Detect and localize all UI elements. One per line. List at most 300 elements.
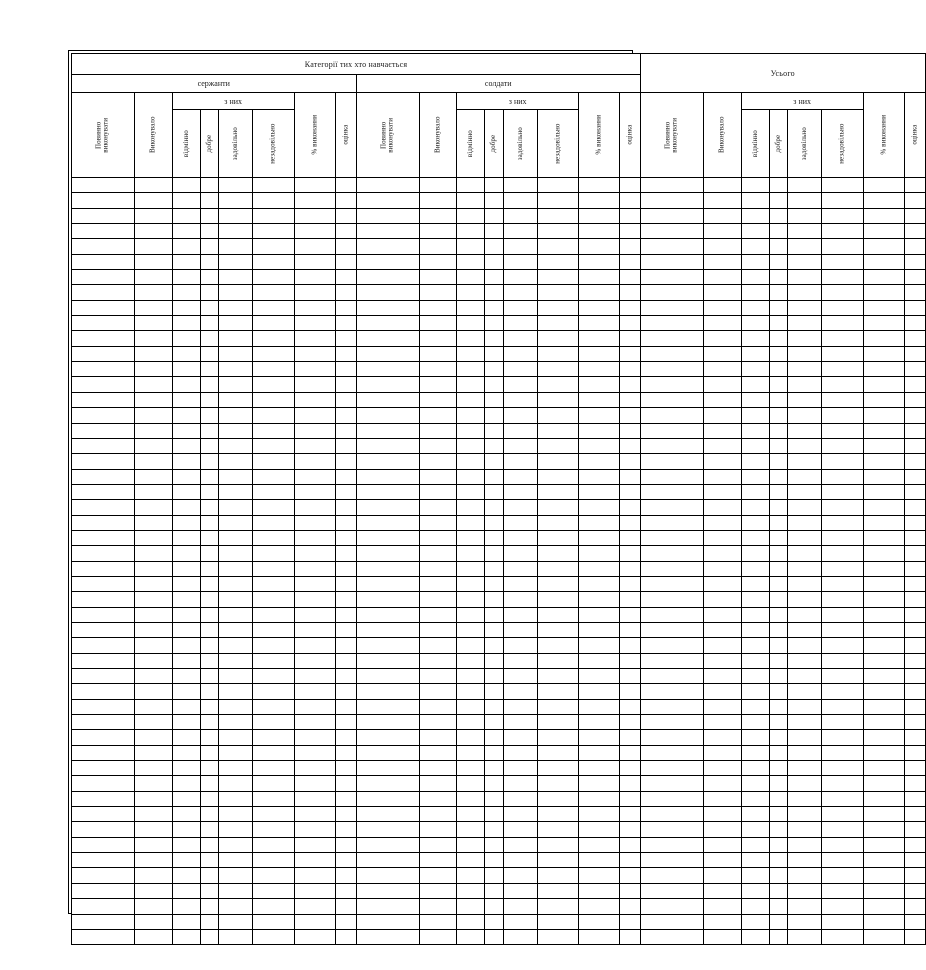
- table-cell[interactable]: [704, 469, 742, 484]
- table-cell[interactable]: [904, 868, 925, 883]
- table-cell[interactable]: [822, 745, 863, 760]
- table-cell[interactable]: [356, 715, 419, 730]
- table-cell[interactable]: [419, 638, 457, 653]
- table-cell[interactable]: [72, 807, 135, 822]
- table-cell[interactable]: [537, 561, 578, 576]
- table-cell[interactable]: [863, 178, 904, 193]
- table-cell[interactable]: [822, 346, 863, 361]
- table-cell[interactable]: [457, 684, 485, 699]
- table-cell[interactable]: [485, 515, 504, 530]
- table-cell[interactable]: [904, 638, 925, 653]
- table-cell[interactable]: [863, 929, 904, 944]
- table-cell[interactable]: [253, 730, 294, 745]
- table-cell[interactable]: [769, 270, 788, 285]
- table-cell[interactable]: [579, 530, 620, 545]
- table-cell[interactable]: [135, 929, 173, 944]
- table-cell[interactable]: [294, 776, 335, 791]
- table-cell[interactable]: [485, 331, 504, 346]
- table-cell[interactable]: [335, 730, 356, 745]
- table-cell[interactable]: [294, 208, 335, 223]
- table-cell[interactable]: [641, 193, 704, 208]
- table-cell[interactable]: [135, 224, 173, 239]
- table-cell[interactable]: [620, 316, 641, 331]
- table-cell[interactable]: [822, 837, 863, 852]
- table-cell[interactable]: [457, 776, 485, 791]
- table-cell[interactable]: [863, 684, 904, 699]
- table-cell[interactable]: [72, 653, 135, 668]
- table-cell[interactable]: [822, 408, 863, 423]
- table-cell[interactable]: [200, 638, 219, 653]
- table-cell[interactable]: [822, 546, 863, 561]
- table-cell[interactable]: [704, 178, 742, 193]
- table-cell[interactable]: [822, 776, 863, 791]
- table-cell[interactable]: [537, 791, 578, 806]
- table-cell[interactable]: [863, 423, 904, 438]
- table-cell[interactable]: [135, 438, 173, 453]
- table-cell[interactable]: [769, 715, 788, 730]
- table-cell[interactable]: [253, 883, 294, 898]
- table-cell[interactable]: [641, 914, 704, 929]
- table-cell[interactable]: [200, 423, 219, 438]
- table-cell[interactable]: [172, 607, 200, 622]
- table-cell[interactable]: [788, 837, 822, 852]
- table-cell[interactable]: [769, 899, 788, 914]
- table-cell[interactable]: [200, 791, 219, 806]
- table-cell[interactable]: [294, 362, 335, 377]
- table-cell[interactable]: [579, 868, 620, 883]
- table-cell[interactable]: [503, 929, 537, 944]
- table-cell[interactable]: [620, 331, 641, 346]
- table-cell[interactable]: [537, 807, 578, 822]
- table-cell[interactable]: [537, 592, 578, 607]
- table-cell[interactable]: [904, 484, 925, 499]
- table-cell[interactable]: [503, 469, 537, 484]
- table-cell[interactable]: [822, 607, 863, 622]
- table-cell[interactable]: [704, 853, 742, 868]
- table-cell[interactable]: [172, 484, 200, 499]
- table-cell[interactable]: [704, 346, 742, 361]
- table-cell[interactable]: [172, 408, 200, 423]
- table-cell[interactable]: [620, 208, 641, 223]
- table-cell[interactable]: [219, 791, 253, 806]
- table-cell[interactable]: [704, 730, 742, 745]
- table-cell[interactable]: [419, 899, 457, 914]
- table-cell[interactable]: [579, 208, 620, 223]
- table-cell[interactable]: [457, 316, 485, 331]
- table-cell[interactable]: [219, 837, 253, 852]
- table-cell[interactable]: [537, 715, 578, 730]
- table-cell[interactable]: [863, 807, 904, 822]
- table-cell[interactable]: [641, 822, 704, 837]
- table-cell[interactable]: [537, 254, 578, 269]
- table-cell[interactable]: [457, 899, 485, 914]
- table-cell[interactable]: [704, 515, 742, 530]
- table-cell[interactable]: [335, 454, 356, 469]
- table-cell[interactable]: [219, 423, 253, 438]
- table-cell[interactable]: [419, 653, 457, 668]
- table-cell[interactable]: [172, 853, 200, 868]
- table-cell[interactable]: [253, 791, 294, 806]
- table-cell[interactable]: [172, 899, 200, 914]
- table-cell[interactable]: [503, 837, 537, 852]
- table-cell[interactable]: [72, 791, 135, 806]
- table-cell[interactable]: [219, 822, 253, 837]
- table-cell[interactable]: [620, 883, 641, 898]
- table-cell[interactable]: [219, 653, 253, 668]
- table-cell[interactable]: [356, 561, 419, 576]
- table-cell[interactable]: [788, 346, 822, 361]
- table-cell[interactable]: [620, 270, 641, 285]
- table-cell[interactable]: [788, 239, 822, 254]
- table-cell[interactable]: [219, 454, 253, 469]
- table-cell[interactable]: [457, 377, 485, 392]
- table-cell[interactable]: [620, 362, 641, 377]
- table-cell[interactable]: [904, 270, 925, 285]
- table-cell[interactable]: [537, 408, 578, 423]
- table-cell[interactable]: [219, 899, 253, 914]
- table-cell[interactable]: [294, 454, 335, 469]
- table-cell[interactable]: [641, 285, 704, 300]
- table-cell[interactable]: [335, 331, 356, 346]
- table-cell[interactable]: [485, 653, 504, 668]
- table-cell[interactable]: [537, 745, 578, 760]
- table-cell[interactable]: [788, 515, 822, 530]
- table-cell[interactable]: [72, 576, 135, 591]
- table-cell[interactable]: [741, 423, 769, 438]
- table-cell[interactable]: [72, 730, 135, 745]
- table-cell[interactable]: [135, 423, 173, 438]
- table-cell[interactable]: [335, 530, 356, 545]
- table-cell[interactable]: [904, 285, 925, 300]
- table-cell[interactable]: [579, 285, 620, 300]
- table-cell[interactable]: [769, 776, 788, 791]
- table-cell[interactable]: [863, 515, 904, 530]
- table-cell[interactable]: [620, 868, 641, 883]
- table-cell[interactable]: [769, 392, 788, 407]
- table-cell[interactable]: [822, 669, 863, 684]
- table-cell[interactable]: [200, 392, 219, 407]
- table-cell[interactable]: [788, 438, 822, 453]
- table-cell[interactable]: [503, 745, 537, 760]
- table-cell[interactable]: [419, 208, 457, 223]
- table-cell[interactable]: [704, 776, 742, 791]
- table-cell[interactable]: [704, 761, 742, 776]
- table-cell[interactable]: [172, 638, 200, 653]
- table-cell[interactable]: [863, 745, 904, 760]
- table-cell[interactable]: [253, 561, 294, 576]
- table-cell[interactable]: [419, 730, 457, 745]
- table-cell[interactable]: [200, 454, 219, 469]
- table-cell[interactable]: [537, 837, 578, 852]
- table-cell[interactable]: [419, 929, 457, 944]
- table-cell[interactable]: [769, 699, 788, 714]
- table-cell[interactable]: [741, 377, 769, 392]
- table-cell[interactable]: [503, 715, 537, 730]
- table-cell[interactable]: [904, 178, 925, 193]
- table-cell[interactable]: [72, 776, 135, 791]
- table-cell[interactable]: [503, 791, 537, 806]
- table-cell[interactable]: [219, 684, 253, 699]
- table-cell[interactable]: [72, 715, 135, 730]
- table-cell[interactable]: [457, 362, 485, 377]
- table-cell[interactable]: [904, 346, 925, 361]
- table-cell[interactable]: [356, 300, 419, 315]
- table-cell[interactable]: [335, 484, 356, 499]
- table-cell[interactable]: [335, 807, 356, 822]
- table-cell[interactable]: [219, 807, 253, 822]
- table-cell[interactable]: [769, 730, 788, 745]
- table-cell[interactable]: [537, 178, 578, 193]
- table-cell[interactable]: [335, 408, 356, 423]
- table-cell[interactable]: [419, 622, 457, 637]
- table-cell[interactable]: [822, 653, 863, 668]
- table-cell[interactable]: [641, 515, 704, 530]
- table-cell[interactable]: [457, 515, 485, 530]
- table-cell[interactable]: [219, 362, 253, 377]
- table-cell[interactable]: [457, 208, 485, 223]
- table-cell[interactable]: [863, 377, 904, 392]
- table-cell[interactable]: [485, 745, 504, 760]
- table-cell[interactable]: [135, 193, 173, 208]
- table-cell[interactable]: [419, 669, 457, 684]
- table-cell[interactable]: [620, 178, 641, 193]
- table-cell[interactable]: [457, 346, 485, 361]
- table-cell[interactable]: [72, 530, 135, 545]
- table-cell[interactable]: [788, 883, 822, 898]
- table-cell[interactable]: [356, 791, 419, 806]
- table-cell[interactable]: [822, 239, 863, 254]
- table-cell[interactable]: [503, 868, 537, 883]
- table-cell[interactable]: [904, 730, 925, 745]
- table-cell[interactable]: [200, 576, 219, 591]
- table-cell[interactable]: [863, 607, 904, 622]
- table-cell[interactable]: [294, 684, 335, 699]
- table-cell[interactable]: [135, 208, 173, 223]
- table-cell[interactable]: [704, 208, 742, 223]
- table-cell[interactable]: [335, 208, 356, 223]
- table-cell[interactable]: [294, 669, 335, 684]
- table-cell[interactable]: [419, 715, 457, 730]
- table-cell[interactable]: [537, 239, 578, 254]
- table-cell[interactable]: [172, 669, 200, 684]
- table-cell[interactable]: [741, 530, 769, 545]
- table-cell[interactable]: [485, 346, 504, 361]
- table-cell[interactable]: [457, 224, 485, 239]
- table-cell[interactable]: [620, 715, 641, 730]
- table-cell[interactable]: [788, 530, 822, 545]
- table-cell[interactable]: [72, 270, 135, 285]
- table-cell[interactable]: [219, 622, 253, 637]
- table-cell[interactable]: [741, 669, 769, 684]
- table-cell[interactable]: [135, 899, 173, 914]
- table-cell[interactable]: [579, 178, 620, 193]
- table-cell[interactable]: [641, 423, 704, 438]
- table-cell[interactable]: [579, 316, 620, 331]
- table-cell[interactable]: [641, 715, 704, 730]
- table-cell[interactable]: [741, 408, 769, 423]
- table-cell[interactable]: [620, 807, 641, 822]
- table-cell[interactable]: [620, 193, 641, 208]
- table-cell[interactable]: [335, 285, 356, 300]
- table-cell[interactable]: [335, 929, 356, 944]
- table-cell[interactable]: [356, 530, 419, 545]
- table-cell[interactable]: [200, 745, 219, 760]
- table-cell[interactable]: [822, 331, 863, 346]
- table-cell[interactable]: [863, 546, 904, 561]
- table-cell[interactable]: [769, 178, 788, 193]
- table-cell[interactable]: [335, 822, 356, 837]
- table-cell[interactable]: [485, 822, 504, 837]
- table-cell[interactable]: [200, 546, 219, 561]
- table-cell[interactable]: [503, 622, 537, 637]
- table-cell[interactable]: [641, 561, 704, 576]
- table-cell[interactable]: [579, 469, 620, 484]
- table-cell[interactable]: [863, 576, 904, 591]
- table-cell[interactable]: [253, 899, 294, 914]
- table-cell[interactable]: [788, 669, 822, 684]
- table-cell[interactable]: [457, 822, 485, 837]
- table-cell[interactable]: [356, 515, 419, 530]
- table-cell[interactable]: [200, 822, 219, 837]
- table-cell[interactable]: [457, 761, 485, 776]
- table-cell[interactable]: [419, 576, 457, 591]
- table-cell[interactable]: [741, 193, 769, 208]
- table-cell[interactable]: [904, 208, 925, 223]
- table-cell[interactable]: [72, 454, 135, 469]
- table-cell[interactable]: [172, 208, 200, 223]
- table-cell[interactable]: [704, 408, 742, 423]
- table-cell[interactable]: [904, 592, 925, 607]
- table-cell[interactable]: [863, 853, 904, 868]
- table-cell[interactable]: [294, 607, 335, 622]
- table-cell[interactable]: [172, 822, 200, 837]
- table-cell[interactable]: [741, 592, 769, 607]
- table-cell[interactable]: [419, 193, 457, 208]
- table-cell[interactable]: [863, 592, 904, 607]
- table-cell[interactable]: [72, 377, 135, 392]
- table-cell[interactable]: [822, 899, 863, 914]
- table-cell[interactable]: [172, 239, 200, 254]
- table-cell[interactable]: [904, 699, 925, 714]
- table-cell[interactable]: [822, 300, 863, 315]
- table-cell[interactable]: [904, 392, 925, 407]
- table-cell[interactable]: [537, 270, 578, 285]
- table-cell[interactable]: [822, 208, 863, 223]
- table-cell[interactable]: [72, 208, 135, 223]
- table-cell[interactable]: [172, 761, 200, 776]
- table-cell[interactable]: [419, 285, 457, 300]
- table-cell[interactable]: [419, 438, 457, 453]
- table-cell[interactable]: [294, 469, 335, 484]
- table-cell[interactable]: [769, 362, 788, 377]
- table-cell[interactable]: [641, 530, 704, 545]
- table-cell[interactable]: [704, 653, 742, 668]
- table-cell[interactable]: [419, 316, 457, 331]
- table-cell[interactable]: [704, 592, 742, 607]
- table-cell[interactable]: [294, 822, 335, 837]
- table-cell[interactable]: [419, 791, 457, 806]
- table-cell[interactable]: [485, 193, 504, 208]
- table-cell[interactable]: [620, 776, 641, 791]
- table-cell[interactable]: [335, 699, 356, 714]
- table-cell[interactable]: [219, 515, 253, 530]
- table-cell[interactable]: [335, 300, 356, 315]
- table-cell[interactable]: [294, 377, 335, 392]
- table-cell[interactable]: [200, 622, 219, 637]
- table-cell[interactable]: [503, 899, 537, 914]
- table-cell[interactable]: [904, 254, 925, 269]
- table-cell[interactable]: [503, 331, 537, 346]
- table-cell[interactable]: [904, 669, 925, 684]
- table-cell[interactable]: [741, 454, 769, 469]
- table-cell[interactable]: [788, 408, 822, 423]
- table-cell[interactable]: [485, 300, 504, 315]
- table-cell[interactable]: [904, 684, 925, 699]
- table-cell[interactable]: [579, 193, 620, 208]
- table-cell[interactable]: [863, 254, 904, 269]
- table-cell[interactable]: [485, 638, 504, 653]
- table-cell[interactable]: [769, 377, 788, 392]
- table-cell[interactable]: [704, 438, 742, 453]
- table-cell[interactable]: [769, 316, 788, 331]
- table-cell[interactable]: [788, 316, 822, 331]
- table-cell[interactable]: [135, 791, 173, 806]
- table-cell[interactable]: [135, 776, 173, 791]
- table-cell[interactable]: [172, 592, 200, 607]
- table-cell[interactable]: [253, 745, 294, 760]
- table-cell[interactable]: [72, 438, 135, 453]
- table-cell[interactable]: [863, 484, 904, 499]
- table-cell[interactable]: [822, 883, 863, 898]
- table-cell[interactable]: [200, 178, 219, 193]
- table-cell[interactable]: [822, 316, 863, 331]
- table-cell[interactable]: [741, 607, 769, 622]
- table-cell[interactable]: [579, 653, 620, 668]
- table-cell[interactable]: [863, 715, 904, 730]
- table-cell[interactable]: [788, 270, 822, 285]
- table-cell[interactable]: [457, 883, 485, 898]
- table-cell[interactable]: [503, 392, 537, 407]
- table-cell[interactable]: [457, 622, 485, 637]
- table-cell[interactable]: [769, 469, 788, 484]
- table-cell[interactable]: [253, 684, 294, 699]
- table-cell[interactable]: [503, 530, 537, 545]
- table-cell[interactable]: [904, 193, 925, 208]
- table-cell[interactable]: [769, 208, 788, 223]
- table-cell[interactable]: [356, 331, 419, 346]
- table-cell[interactable]: [503, 270, 537, 285]
- table-cell[interactable]: [419, 914, 457, 929]
- table-cell[interactable]: [200, 699, 219, 714]
- table-cell[interactable]: [769, 807, 788, 822]
- table-cell[interactable]: [485, 469, 504, 484]
- table-cell[interactable]: [356, 546, 419, 561]
- table-cell[interactable]: [335, 362, 356, 377]
- table-cell[interactable]: [135, 576, 173, 591]
- table-cell[interactable]: [579, 883, 620, 898]
- table-cell[interactable]: [294, 484, 335, 499]
- table-cell[interactable]: [294, 638, 335, 653]
- table-cell[interactable]: [863, 224, 904, 239]
- table-cell[interactable]: [72, 239, 135, 254]
- table-cell[interactable]: [135, 546, 173, 561]
- table-cell[interactable]: [503, 208, 537, 223]
- table-cell[interactable]: [769, 331, 788, 346]
- table-cell[interactable]: [741, 392, 769, 407]
- table-cell[interactable]: [620, 669, 641, 684]
- table-cell[interactable]: [356, 270, 419, 285]
- table-cell[interactable]: [135, 822, 173, 837]
